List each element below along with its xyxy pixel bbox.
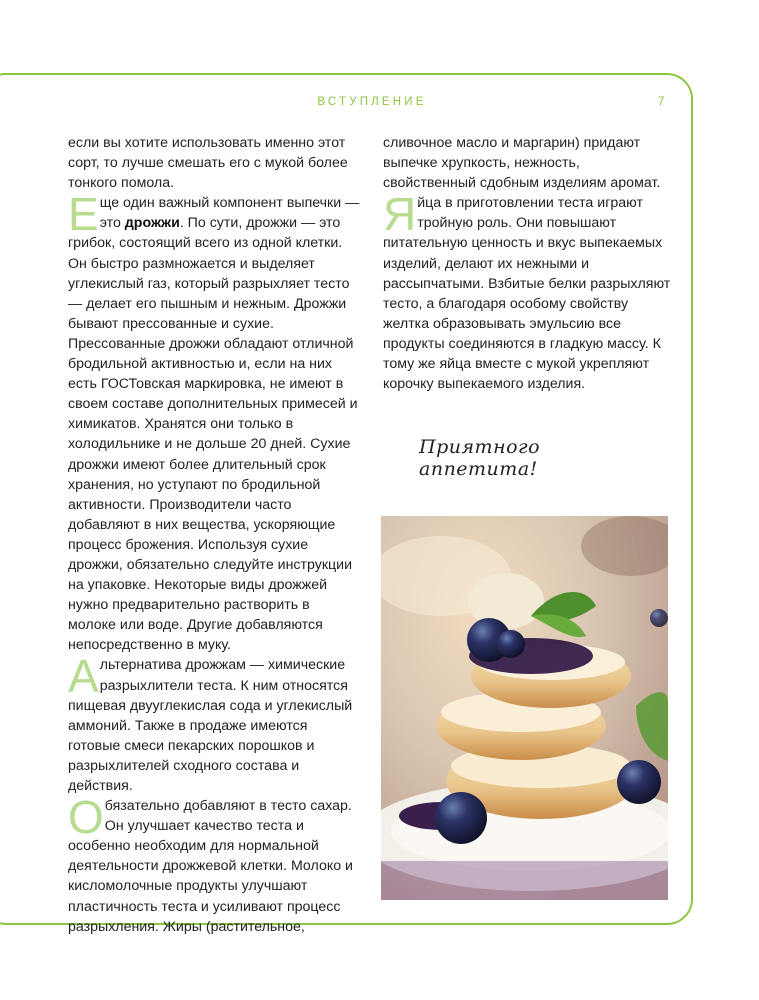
drop-cap: А bbox=[68, 650, 99, 703]
drop-cap: О bbox=[68, 791, 104, 844]
paragraph-text: бязательно добавляют в тесто сахар. Он улучшает качество теста и особенно необходим для нормальной деятельности дрожжевой клетки. Молоко и кисломолочные продукты улучшают пластичность теста и усиливают процесс разрыхления. Жиры (растительное, bbox=[68, 798, 353, 935]
signature-text: Приятного аппетита! bbox=[419, 436, 541, 480]
paragraph-eggs bbox=[383, 188, 673, 394]
drop-cap: Е bbox=[68, 188, 99, 241]
left-text-column bbox=[68, 133, 360, 937]
paragraph-text: ще один важный компонент выпечки — это bbox=[99, 195, 360, 232]
paragraph-fats-end: сливочное масло и маргарин) придают выпечке хрупкость, нежность, свойственный сдобным изделиям аромат. bbox=[383, 135, 661, 192]
drop-cap: Я bbox=[383, 188, 417, 241]
right-text-column bbox=[383, 133, 673, 394]
page-number: 7 bbox=[658, 96, 665, 108]
paragraph-text: йца в приготовлении теста играют тройную роль. Они повышают питательную ценность и вкус выпекаемых изделий, делают их нежными и рассыпчатыми. Взбитые белки разрыхляют тесто, а благодаря особому свойству желтка образовывать эмульсию все продукты соединяются в гладкую массу. К тому же яйца вместе с мукой укрепляют корочку выпекаемого изделия. bbox=[383, 195, 671, 393]
syrniki-photo bbox=[381, 516, 668, 900]
paragraph-text: льтернатива дрожжам — химические разрыхлители теста. К ним относятся пищевая двууглекислая сода и углекислый аммоний. Также в продаже имеются готовые смеси пекарских порошков и разрыхлителей сходного состава и действия. bbox=[68, 657, 353, 794]
section-title: ВСТУПЛЕНИЕ bbox=[317, 96, 427, 108]
syrniki-illustration bbox=[381, 516, 668, 900]
paragraph-flour-end: если вы хотите использовать именно этот сорт, то лучше смешать его с мукой более тонкого помола. bbox=[68, 135, 348, 192]
paragraph-leavening bbox=[68, 650, 360, 796]
paragraph-sugar bbox=[68, 791, 360, 937]
paragraph-yeast bbox=[68, 188, 360, 655]
paragraph-text: . По сути, дрожжи — это грибок, состоящий всего из одной клетки. Он быстро размножается и выделяет углекислый газ, который разрыхляет тесто — делает его пышным и нежным. Дрожжи бывают прессованные и сухие. Прессованные дрожжи обладают отличной бродильной активностью и, если на них есть ГОСТовская маркировка, не имеют в своем составе дополнительных примесей и химикатов. Хранятся они только в холодильнике и не дольше 20 дней. Сухие дрожжи имеют более длительный срок хранения, но уступают по бродильной активности. Производители часто добавляют в них вещества, ускоряющие процесс брожения. Используя сухие дрожжи, обязательно следуйте инструкции на упаковке. Некоторые виды дрожжей нужно предварительно растворить в молоке или воде. Другие добавляются непосредственно в муку. bbox=[68, 215, 358, 654]
bold-term-yeast: дрожжи bbox=[124, 215, 180, 232]
